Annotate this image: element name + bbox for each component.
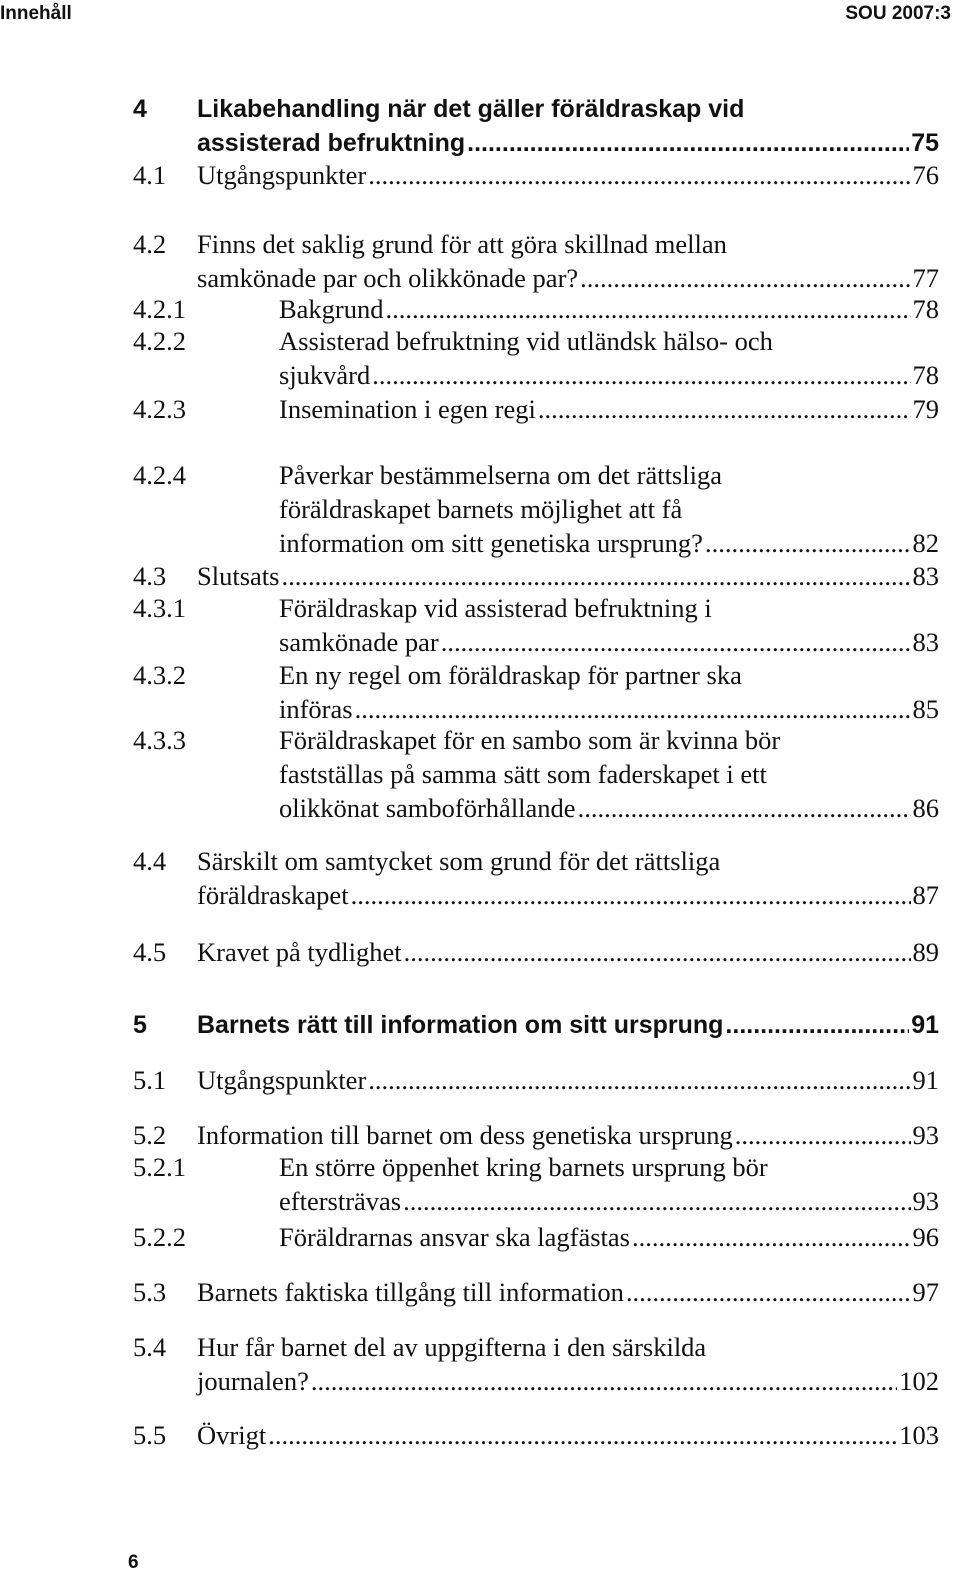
toc-entry-number: 4 xyxy=(133,95,147,123)
toc-entry-number: 4.3 xyxy=(133,561,167,591)
toc-entry-title xyxy=(197,227,939,262)
toc-entry-line xyxy=(0,559,960,594)
toc-entry-title xyxy=(279,292,939,327)
toc-entry-line xyxy=(0,1330,960,1365)
toc-entry-title-text: olikkönat samboförhållande xyxy=(279,793,576,823)
toc-dot-leader xyxy=(368,158,910,193)
toc-entry-title-text: Barnets rätt till information om sitt ursprung xyxy=(197,1011,724,1039)
toc-entry-number: 5.2.2 xyxy=(133,1222,186,1252)
toc-page-number: 82 xyxy=(912,528,939,558)
toc-entry-line xyxy=(0,692,960,727)
toc-entry-title-text: information om sitt genetiska ursprung? xyxy=(279,528,703,558)
toc-entry-title xyxy=(279,492,939,527)
toc-entry-line xyxy=(0,458,960,493)
toc-page-number: 79 xyxy=(912,394,939,424)
toc-entry-title xyxy=(197,158,939,193)
toc-entry-title xyxy=(279,791,939,826)
toc-entry-line xyxy=(0,791,960,826)
toc-entry-line xyxy=(0,158,960,193)
toc-dot-leader xyxy=(351,878,911,913)
toc-dot-leader xyxy=(281,559,910,594)
toc-entry-title-text: Information till barnet om dess genetiska ursprung xyxy=(197,1120,733,1150)
toc-entry-line xyxy=(0,1184,960,1219)
toc-page-number: 83 xyxy=(912,561,939,591)
toc-entry-number: 5.2 xyxy=(133,1120,167,1150)
toc-entry-line xyxy=(0,92,960,127)
toc-entry-title-text: Utgångspunkter xyxy=(197,1065,367,1095)
toc-entry-title-text: Föräldraskap vid assisterad befruktning i xyxy=(279,593,712,623)
toc-page-number: 93 xyxy=(912,1186,939,1216)
toc-entry-line xyxy=(0,844,960,879)
toc-entry-line xyxy=(0,1008,960,1043)
toc-entry-title xyxy=(279,358,939,393)
toc-entry-line xyxy=(0,1418,960,1453)
toc-page-number: 103 xyxy=(899,1420,939,1450)
toc-entry-title xyxy=(197,1118,939,1153)
toc-page-number: 76 xyxy=(912,160,939,190)
toc-dot-leader xyxy=(538,392,911,427)
toc-entry-title xyxy=(279,526,939,561)
toc-entry-number: 5.4 xyxy=(133,1332,167,1362)
toc-dot-leader xyxy=(467,126,909,161)
toc-page-number: 96 xyxy=(912,1222,939,1252)
running-header-section: Innehåll xyxy=(0,3,72,24)
toc-entry-title-text: Övrigt xyxy=(197,1420,267,1450)
toc-entry-line xyxy=(0,526,960,561)
toc-page-number: 91 xyxy=(912,1065,939,1095)
toc-entry-title-text: En större öppenhet kring barnets ursprung bör xyxy=(279,1152,768,1182)
toc-entry-line xyxy=(0,492,960,527)
toc-entry-line xyxy=(0,292,960,327)
toc-dot-leader xyxy=(725,1008,909,1043)
page-number: 6 xyxy=(128,1552,139,1573)
toc-dot-leader xyxy=(578,791,911,826)
toc-entry-title xyxy=(279,458,939,493)
toc-entry-title-text: fastställas på samma sätt som faderskapet i ett xyxy=(279,759,767,789)
toc-entry-title-text: föräldraskapet xyxy=(197,880,349,910)
toc-entry-title-text: Finns det saklig grund för att göra skillnad mellan xyxy=(197,229,727,259)
toc-entry-line xyxy=(0,878,960,913)
toc-entry-title xyxy=(197,92,939,127)
toc-page-number: 93 xyxy=(912,1120,939,1150)
toc-entry-number: 4.2.2 xyxy=(133,326,186,356)
toc-page-number: 97 xyxy=(912,1277,939,1307)
toc-entry-title xyxy=(279,757,939,792)
toc-dot-leader xyxy=(626,1275,911,1310)
toc-entry-title-text: eftersträvas xyxy=(279,1186,402,1216)
toc-page-number: 89 xyxy=(912,937,939,967)
toc-entry-line xyxy=(0,126,960,161)
toc-entry-title xyxy=(197,261,939,296)
toc-entry-line xyxy=(0,1118,960,1153)
toc-entry-title-text: samkönade par och olikkönade par? xyxy=(197,263,579,293)
toc-dot-leader xyxy=(368,1063,910,1098)
toc-entry-title xyxy=(197,126,939,161)
toc-entry-line xyxy=(0,1063,960,1098)
toc-entry-line xyxy=(0,1150,960,1185)
toc-entry-line xyxy=(0,261,960,296)
toc-dot-leader xyxy=(403,1184,910,1219)
toc-page-number: 91 xyxy=(911,1011,939,1039)
toc-entry-title-text: införas xyxy=(279,694,353,724)
toc-entry-number: 4.3.2 xyxy=(133,660,186,690)
toc-entry-line xyxy=(0,658,960,693)
toc-entry-title-text: Bakgrund xyxy=(279,294,384,324)
toc-entry-title-text: Särskilt om samtycket som grund för det rättsliga xyxy=(197,846,721,876)
toc-entry-title-text: Kravet på tydlighet xyxy=(197,937,402,967)
toc-entry-line xyxy=(0,757,960,792)
toc-entry-title-text: Hur får barnet del av uppgifterna i den särskilda xyxy=(197,1332,707,1362)
toc-entry-title xyxy=(197,844,939,879)
toc-entry-line xyxy=(0,324,960,359)
toc-entry-title-text: föräldraskapet barnets möjlighet att få xyxy=(279,494,683,524)
toc-entry-line xyxy=(0,723,960,758)
toc-entry-title xyxy=(197,878,939,913)
toc-entry-number: 4.2.1 xyxy=(133,294,186,324)
toc-dot-leader xyxy=(735,1118,911,1153)
toc-page-number: 83 xyxy=(912,627,939,657)
toc-entry-title xyxy=(197,1008,939,1043)
toc-entry-number: 4.4 xyxy=(133,846,167,876)
toc-entry-line xyxy=(0,625,960,660)
toc-entry-title xyxy=(279,625,939,660)
toc-entry-title-text: Föräldrarnas ansvar ska lagfästas xyxy=(279,1222,630,1252)
toc-entry-title xyxy=(279,658,939,693)
toc-entry-number: 4.3.1 xyxy=(133,593,186,623)
toc-entry-title xyxy=(197,559,939,594)
toc-entry-title-text: samkönade par xyxy=(279,627,439,657)
toc-page-number: 75 xyxy=(911,129,939,157)
toc-entry-title-text: sjukvård xyxy=(279,360,371,390)
toc-page-number: 102 xyxy=(899,1366,939,1396)
toc-entry-title-text: journalen? xyxy=(197,1366,309,1396)
toc-entry-number: 4.2.4 xyxy=(133,460,186,490)
toc-dot-leader xyxy=(404,935,911,970)
toc-entry-title-text: En ny regel om föräldraskap för partner ska xyxy=(279,660,742,690)
toc-entry-line xyxy=(0,1364,960,1399)
toc-entry-line xyxy=(0,392,960,427)
toc-dot-leader xyxy=(372,358,910,393)
toc-entry-title xyxy=(279,692,939,727)
toc-entry-title xyxy=(279,392,939,427)
toc-page-number: 86 xyxy=(912,793,939,823)
toc-entry-title xyxy=(279,591,939,626)
toc-entry-title-text: Assisterad befruktning vid utländsk hälso- och xyxy=(279,326,773,356)
toc-entry-number: 5.1 xyxy=(133,1065,167,1095)
toc-page-number: 87 xyxy=(912,880,939,910)
toc-entry-number: 4.2 xyxy=(133,229,167,259)
toc-entry-number: 4.1 xyxy=(133,160,167,190)
toc-dot-leader xyxy=(580,261,910,296)
toc-entry-title xyxy=(279,1184,939,1219)
toc-entry-title xyxy=(197,1364,939,1399)
toc-entry-title xyxy=(197,935,939,970)
toc-dot-leader xyxy=(268,1418,897,1453)
toc-page-number: 85 xyxy=(912,694,939,724)
toc-dot-leader xyxy=(386,292,911,327)
toc-page-number: 77 xyxy=(912,263,939,293)
toc-dot-leader xyxy=(705,526,911,561)
toc-entry-title-text: Likabehandling när det gäller föräldraskap vid xyxy=(197,95,745,123)
toc-dot-leader xyxy=(632,1220,911,1255)
toc-entry-title-text: Föräldraskapet för en sambo som är kvinna bör xyxy=(279,725,781,755)
toc-entry-line xyxy=(0,1275,960,1310)
toc-entry-title-text: Insemination i egen regi xyxy=(279,394,536,424)
toc-entry-line xyxy=(0,227,960,262)
toc-dot-leader xyxy=(311,1364,897,1399)
toc-entry-title-text: Slutsats xyxy=(197,561,280,591)
toc-entry-title-text: Barnets faktiska tillgång till information xyxy=(197,1277,624,1307)
toc-page-number: 78 xyxy=(912,294,939,324)
toc-entry-title xyxy=(197,1418,939,1453)
toc-entry-title xyxy=(279,1150,939,1185)
toc-entry-line xyxy=(0,935,960,970)
running-header-document-id: SOU 2007:3 xyxy=(845,3,951,24)
toc-entry-number: 5.5 xyxy=(133,1420,167,1450)
toc-dot-leader xyxy=(355,692,911,727)
toc-dot-leader xyxy=(441,625,911,660)
toc-page-number: 78 xyxy=(912,360,939,390)
toc-entry-line xyxy=(0,1220,960,1255)
toc-entry-line xyxy=(0,591,960,626)
toc-entry-number: 5.3 xyxy=(133,1277,167,1307)
toc-entry-number: 5.2.1 xyxy=(133,1152,186,1182)
toc-entry-title xyxy=(279,723,939,758)
toc-entry-number: 4.2.3 xyxy=(133,394,186,424)
toc-entry-number: 5 xyxy=(133,1011,147,1039)
toc-entry-title xyxy=(279,324,939,359)
toc-entry-number: 4.5 xyxy=(133,937,167,967)
toc-entry-title xyxy=(279,1220,939,1255)
toc-entry-title xyxy=(197,1063,939,1098)
toc-entry-title-text: assisterad befruktning xyxy=(197,129,466,157)
toc-entry-title xyxy=(197,1275,939,1310)
toc-entry-number: 4.3.3 xyxy=(133,725,186,755)
toc-entry-title-text: Utgångspunkter xyxy=(197,160,367,190)
toc-entry-line xyxy=(0,358,960,393)
toc-entry-title-text: Påverkar bestämmelserna om det rättsliga xyxy=(279,460,722,490)
toc-entry-title xyxy=(197,1330,939,1365)
